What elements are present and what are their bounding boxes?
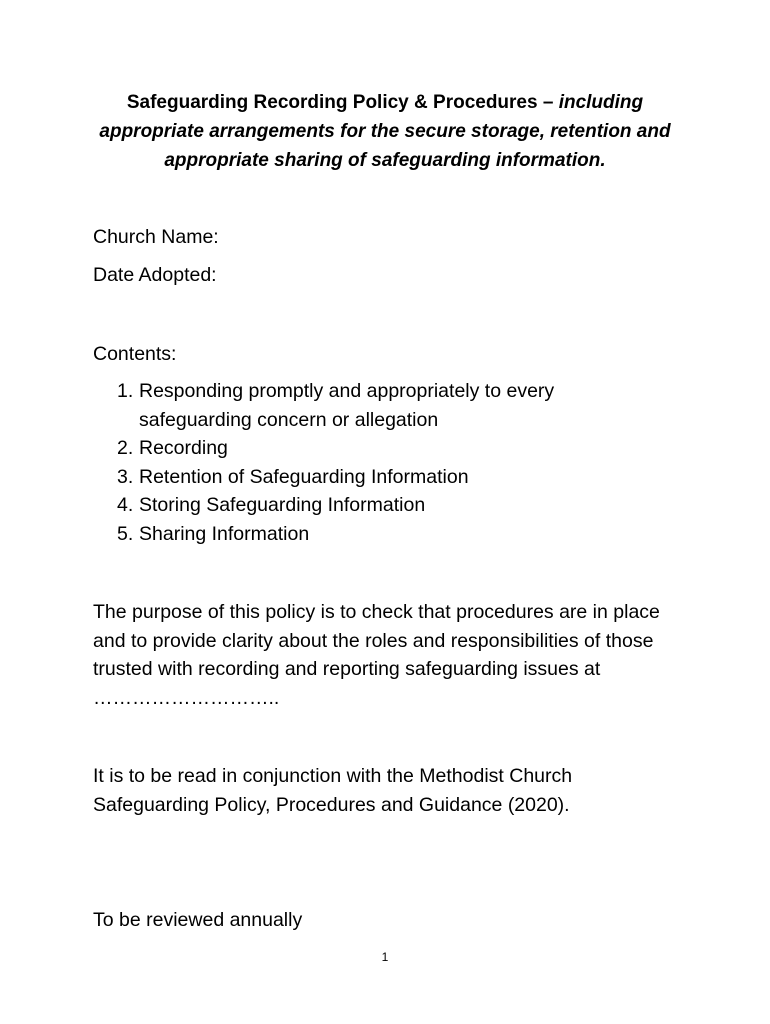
document-title <box>80 88 690 175</box>
title-bold-text: Safeguarding Recording Policy & Procedures – <box>126 92 559 113</box>
purpose-paragraph: The purpose of this policy is to check that procedures are in place and to provide clarity about the roles and responsibilities of those trusted with recording and reporting safeguarding issues at ……………………….. <box>93 601 660 709</box>
conjunction-paragraph: It is to be read in conjunction with the Methodist Church Safeguarding Policy, Procedures and Guidance (2020). <box>93 765 573 816</box>
contents-item-text: Storing Safeguarding Information <box>139 494 426 517</box>
page-number: 1 <box>381 950 389 964</box>
contents-item-number: 2. <box>117 437 134 460</box>
contents-item-text: Retention of Safeguarding Information <box>139 465 469 488</box>
contents-item-number: 5. <box>117 522 134 545</box>
contents-item <box>93 520 653 549</box>
church-name-label: Church Name: <box>93 226 219 248</box>
date-adopted-label: Date Adopted: <box>93 264 217 286</box>
title-italic-text: including appropriate arrangements for the secure storage, retention and appropriate sharing of safeguarding information. <box>99 92 671 171</box>
contents-item <box>93 434 653 463</box>
contents-item-text: Sharing Information <box>139 522 310 545</box>
contents-item-number: 1. <box>117 380 134 402</box>
contents-item-number: 4. <box>117 494 134 517</box>
contents-item <box>93 491 653 520</box>
contents-item-text: Responding promptly and appropriately to every safeguarding concern or allegation <box>139 380 555 431</box>
contents-item <box>93 377 653 434</box>
contents-item-text: Recording <box>139 437 228 460</box>
contents-list <box>93 377 653 549</box>
contents-item-number: 3. <box>117 465 134 488</box>
contents-heading: Contents: <box>93 343 177 365</box>
contents-item <box>93 463 653 492</box>
review-note: To be reviewed annually <box>93 909 303 931</box>
